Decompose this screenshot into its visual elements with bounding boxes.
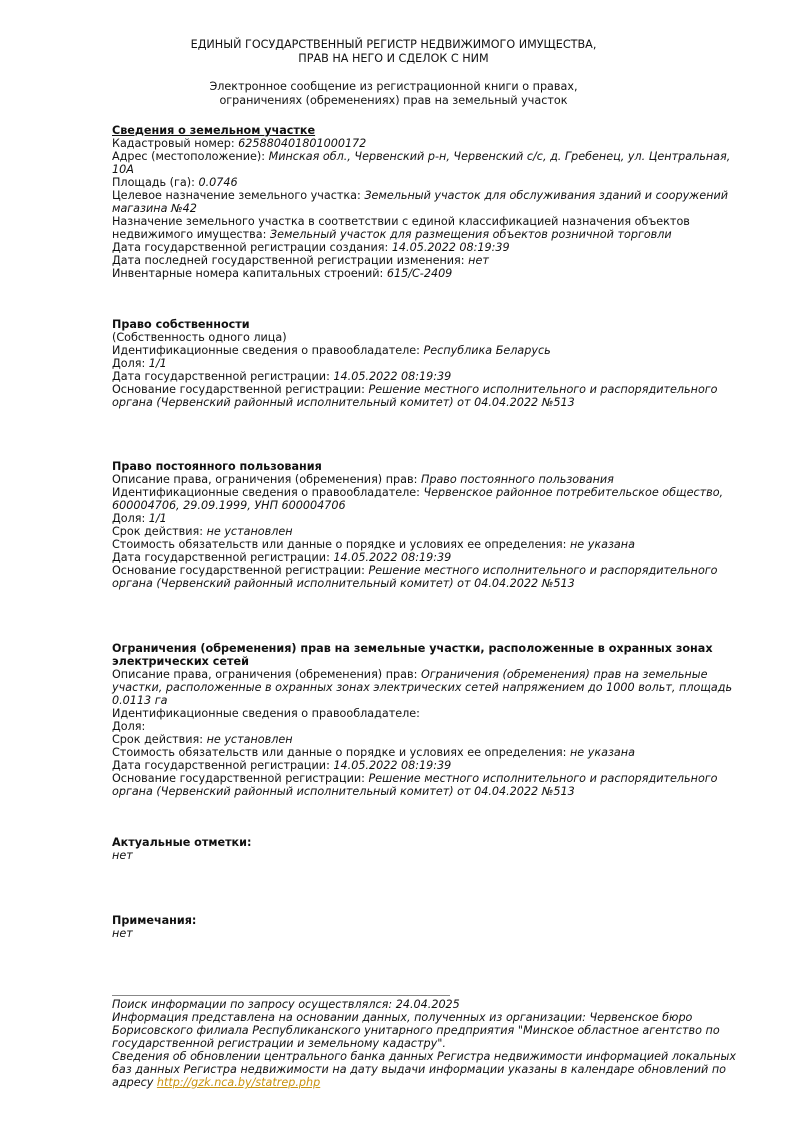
registration-date xyxy=(112,551,742,564)
field-value: Решение местного исполнительного и распорядительного органа (Червенский районный исполнительный комитет) от 04.04.2022 №513 xyxy=(112,564,718,590)
title-line-2: ПРАВ НА НЕГО И СДЕЛОК С НИМ xyxy=(298,52,489,65)
field-label: Стоимость обязательств или данные о порядке и условиях ее определения: xyxy=(112,746,570,759)
field-label: Стоимость обязательств или данные о порядке и условиях ее определения: xyxy=(112,538,570,551)
field-label: Основание государственной регистрации: xyxy=(112,772,369,785)
field-value: Ограничения (обременения) прав на земельные участки, расположенные в охранных зонах электрических сетей напряжением до 1000 вольт, площадь 0.0113 га xyxy=(112,668,733,707)
purpose xyxy=(112,189,742,215)
section-title: Актуальные отметки: xyxy=(112,836,252,849)
field-label: Описание права, ограничения (обременения) прав: xyxy=(112,668,421,681)
field-value: Минская обл., Червенский р-н, Червенский с/с, д. Гребенец, ул. Центральная, 10А xyxy=(112,150,731,176)
field-value: не указана xyxy=(569,746,635,759)
inventory-numbers xyxy=(112,267,742,280)
statrep-link[interactable]: http://gzk.nca.by/statrep.php xyxy=(156,1076,321,1089)
field-label: Дата государственной регистрации: xyxy=(112,551,334,564)
field-value: Право постоянного пользования xyxy=(420,473,614,486)
share xyxy=(112,357,742,370)
section-title: Ограничения (обременения) прав на земельные участки, расположенные в охранных зонах электрических сетей xyxy=(112,642,713,668)
registration-date xyxy=(112,370,742,383)
marks-section xyxy=(112,836,742,862)
address xyxy=(112,150,742,176)
notes-value: нет xyxy=(112,927,133,940)
holder xyxy=(112,344,742,357)
field-label: Основание государственной регистрации: xyxy=(112,564,369,577)
holder: Идентификационные сведения о правообладателе: xyxy=(112,707,420,720)
ownership-section xyxy=(112,318,742,409)
title-line-1: ЕДИНЫЙ ГОСУДАРСТВЕННЫЙ РЕГИСТР НЕДВИЖИМОГО ИМУЩЕСТВА, xyxy=(190,38,597,51)
field-value: Решение местного исполнительного и распорядительного органа (Червенский районный исполнительный комитет) от 04.04.2022 №513 xyxy=(112,772,718,798)
field-value: 1/1 xyxy=(148,512,167,525)
marks-value: нет xyxy=(112,849,133,862)
field-label: Описание права, ограничения (обременения) прав: xyxy=(112,473,421,486)
field-label: Доля: xyxy=(112,357,149,370)
obligation-cost xyxy=(112,746,742,759)
field-value: Червенское районное потребительское общество, 600004706, 29.09.1999, УНП 600004706 xyxy=(112,486,724,512)
registration-date xyxy=(112,759,742,772)
field-label: Дата последней государственной регистрации изменения: xyxy=(112,254,469,267)
creation-date xyxy=(112,241,742,254)
field-value: 0.0746 xyxy=(198,176,238,189)
field-value: Земельный участок для размещения объектов розничной торговли xyxy=(269,228,672,241)
term xyxy=(112,525,742,538)
field-value: 615/С-2409 xyxy=(386,267,453,280)
field-value: не указана xyxy=(569,538,635,551)
field-label: Назначение земельного участка в соответствии с единой классификацией назначения объектов недвижимого имущества: xyxy=(112,215,690,241)
update-text: Сведения об обновлении центрального банка данных Регистра недвижимости информацией локальных баз данных Регистра недвижимости на дату выдачи информации указаны в календаре обновлений по адресу xyxy=(112,1050,736,1089)
data-source: Информация представлена на основании данных, полученных из организации: Червенское бюро Борисовского филиала Республиканского унитарного предприятия "Минское областное агентство по государственной регистрации и земельному кадастру". xyxy=(112,1011,720,1050)
field-value: 14.05.2022 08:19:39 xyxy=(391,241,510,254)
field-value: не установлен xyxy=(206,733,293,746)
share: Доля: xyxy=(112,720,146,733)
field-value: Республика Беларусь xyxy=(423,344,551,357)
share xyxy=(112,512,742,525)
permanent-use-section xyxy=(112,460,742,590)
field-label: Площадь (га): xyxy=(112,176,199,189)
document-header xyxy=(0,38,787,108)
term xyxy=(112,733,742,746)
area xyxy=(112,176,742,189)
field-value: 14.05.2022 08:19:39 xyxy=(333,759,452,772)
right-description xyxy=(112,668,742,707)
cadastral-number xyxy=(112,137,742,150)
registration-basis xyxy=(112,772,742,798)
section-title: Право собственности xyxy=(112,318,250,331)
field-label: Основание государственной регистрации: xyxy=(112,383,369,396)
field-value: нет xyxy=(468,254,489,267)
field-label: Срок действия: xyxy=(112,525,207,538)
document-subtitle xyxy=(0,80,787,108)
field-label: Дата государственной регистрации: xyxy=(112,759,334,772)
register-title xyxy=(0,38,787,66)
section-title: Право постоянного пользования xyxy=(112,460,322,473)
document-footer xyxy=(112,995,742,1089)
subtitle-line-2: ограничениях (обременениях) прав на земельный участок xyxy=(219,94,568,107)
field-label: Дата государственной регистрации создания: xyxy=(112,241,392,254)
field-label: Доля: xyxy=(112,512,149,525)
field-value: 1/1 xyxy=(148,357,167,370)
obligation-cost xyxy=(112,538,742,551)
holder xyxy=(112,486,742,512)
field-label: Идентификационные сведения о правообладателе: xyxy=(112,486,424,499)
ownership-type: (Собственность одного лица) xyxy=(112,331,287,344)
field-value: 14.05.2022 08:19:39 xyxy=(333,551,452,564)
field-value: 625880401801000172 xyxy=(238,137,367,150)
footer-separator xyxy=(112,995,450,996)
registration-basis xyxy=(112,383,742,409)
registration-basis xyxy=(112,564,742,590)
section-title: Сведения о земельном участке xyxy=(112,124,316,137)
search-date: Поиск информации по запросу осуществлялся: 24.04.2025 xyxy=(112,998,460,1011)
field-label: Идентификационные сведения о правообладателе: xyxy=(112,344,424,357)
field-label: Срок действия: xyxy=(112,733,207,746)
field-value: Земельный участок для обслуживания зданий и сооружений магазина №42 xyxy=(112,189,729,215)
section-title: Примечания: xyxy=(112,914,197,927)
field-label: Дата государственной регистрации: xyxy=(112,370,334,383)
update-info xyxy=(112,1050,742,1089)
notes-section xyxy=(112,914,742,940)
field-label: Кадастровый номер: xyxy=(112,137,239,150)
field-label: Целевое назначение земельного участка: xyxy=(112,189,365,202)
subtitle-line-1: Электронное сообщение из регистрационной книги о правах, xyxy=(209,80,578,93)
field-label: Инвентарные номера капитальных строений: xyxy=(112,267,387,280)
classification xyxy=(112,215,742,241)
field-value: Решение местного исполнительного и распорядительного органа (Червенский районный исполнительный комитет) от 04.04.2022 №513 xyxy=(112,383,718,409)
land-info-section xyxy=(112,124,742,280)
right-description xyxy=(112,473,742,486)
field-value: 14.05.2022 08:19:39 xyxy=(333,370,452,383)
field-value: не установлен xyxy=(206,525,293,538)
field-label: Адрес (местоположение): xyxy=(112,150,269,163)
restriction-section xyxy=(112,642,742,798)
last-change-date xyxy=(112,254,742,267)
